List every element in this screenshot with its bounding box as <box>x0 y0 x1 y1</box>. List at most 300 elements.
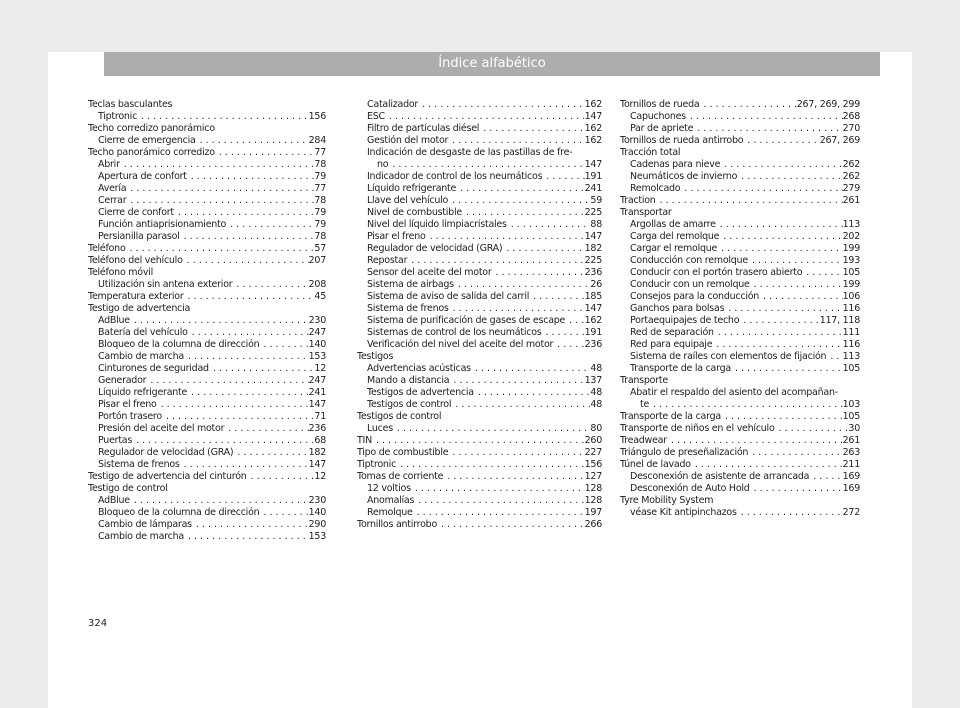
entry-page-ref: 199 <box>842 243 860 254</box>
index-entry <box>620 339 860 351</box>
entry-term: Capuchones <box>630 111 686 122</box>
dot-leader <box>719 231 842 243</box>
index-entry <box>620 243 860 255</box>
entry-page-ref: 57 <box>314 243 326 254</box>
index-entry <box>620 231 860 243</box>
index-entry <box>88 291 326 303</box>
entry-page-ref: 140 <box>308 339 326 350</box>
entry-term: Cambio de lámparas <box>98 519 192 530</box>
entry-term: Indicador de control de los neumáticos <box>367 171 543 182</box>
entry-term: Abrir <box>98 159 120 170</box>
entry-page-ref: 211 <box>842 459 860 470</box>
index-entry <box>88 363 326 375</box>
entry-page-ref: 284 <box>308 135 326 146</box>
dot-leader <box>192 519 309 531</box>
dot-leader <box>126 243 315 255</box>
index-entry <box>357 315 602 327</box>
index-entry <box>620 183 860 195</box>
entry-term: Tiptronic <box>357 459 397 470</box>
index-entry <box>88 399 326 411</box>
index-heading <box>88 483 326 495</box>
entry-term: Llave del vehículo <box>367 195 449 206</box>
entry-term: Tomas de corriente <box>357 471 444 482</box>
index-entry <box>88 423 326 435</box>
dot-leader <box>541 327 584 339</box>
dot-leader <box>413 507 585 519</box>
index-entry <box>620 363 860 375</box>
index-column-1 <box>88 99 326 543</box>
dot-leader <box>656 195 843 207</box>
index-entry <box>357 291 602 303</box>
dot-leader <box>802 267 842 279</box>
entry-page-ref: 225 <box>584 207 602 218</box>
dot-leader <box>259 339 308 351</box>
dot-leader <box>120 159 315 171</box>
dot-leader <box>232 279 308 291</box>
entry-term: Función antiaprisionamiento <box>98 219 227 230</box>
entry-term: Sistema de purificación de gases de escape <box>367 315 566 326</box>
entry-term: AdBlue <box>98 315 130 326</box>
entry-page-ref: 140 <box>308 507 326 518</box>
entry-term: Sistema de frenos <box>367 303 449 314</box>
dot-leader <box>443 471 584 483</box>
entry-term: Nivel de combustible <box>367 207 462 218</box>
entry-term: Tiptronic <box>98 111 138 122</box>
entry-term: Pisar el freno <box>367 231 426 242</box>
dot-leader <box>187 387 309 399</box>
dot-leader <box>196 135 309 147</box>
entry-term: Túnel de lavado <box>620 459 691 470</box>
index-heading <box>620 375 860 387</box>
entry-term: Tyre Mobility System <box>620 495 714 506</box>
entry-term: Transporte <box>620 375 668 386</box>
dot-leader <box>479 123 584 135</box>
index-entry <box>357 399 602 411</box>
index-entry <box>620 159 860 171</box>
dot-leader <box>418 99 585 111</box>
entry-term: Cierre de emergencia <box>98 135 196 146</box>
entry-page-ref: 117, 118 <box>819 315 860 326</box>
index-entry <box>88 387 326 399</box>
index-entry <box>620 507 860 519</box>
entry-page-ref: 79 <box>314 207 326 218</box>
index-entry <box>357 255 602 267</box>
entry-page-ref: 262 <box>842 159 860 170</box>
entry-term: Regulador de velocidad (GRA) <box>367 243 503 254</box>
index-entry <box>357 423 602 435</box>
entry-term: 12 voltios <box>367 483 411 494</box>
dot-leader <box>737 507 843 519</box>
dot-leader <box>456 183 585 195</box>
index-heading <box>88 303 326 315</box>
entry-page-ref: 147 <box>308 459 326 470</box>
entry-page-ref: 59 <box>590 195 602 206</box>
entry-term: Transporte de la carga <box>630 363 731 374</box>
entry-term: Generador <box>98 375 147 386</box>
entry-page-ref: 236 <box>308 423 326 434</box>
index-entry <box>357 507 602 519</box>
entry-page-ref: 267, 269 <box>819 135 860 146</box>
index-page <box>48 52 912 708</box>
dot-leader <box>691 459 843 471</box>
index-entry <box>620 315 860 327</box>
entry-term: Portaequipajes de techo <box>630 315 740 326</box>
index-entry <box>357 339 602 351</box>
entry-term: Desconexión de Auto Hold <box>630 483 750 494</box>
entry-page-ref: 236 <box>584 339 602 350</box>
entry-term: Mando a distancia <box>367 375 450 386</box>
entry-page-ref: 241 <box>308 387 326 398</box>
dot-leader <box>720 159 842 171</box>
entry-term: Teléfono del vehículo <box>88 255 183 266</box>
index-entry <box>88 171 326 183</box>
index-entry <box>620 327 860 339</box>
index-entry <box>620 171 860 183</box>
index-entry <box>357 459 602 471</box>
index-entry <box>620 111 860 123</box>
index-entry <box>620 255 860 267</box>
index-entry <box>88 243 326 255</box>
entry-page-ref: 147 <box>584 303 602 314</box>
index-entry <box>357 219 602 231</box>
dot-leader <box>209 363 315 375</box>
index-entry <box>620 351 860 363</box>
entry-term: Catalizador <box>367 99 419 110</box>
index-entry <box>357 123 602 135</box>
dot-leader <box>739 315 819 327</box>
entry-page-ref: 156 <box>308 111 326 122</box>
entry-term: Testigos de control <box>357 411 442 422</box>
entry-term: Remolque <box>367 507 413 518</box>
index-entry <box>88 183 326 195</box>
dot-leader <box>451 399 590 411</box>
entry-term: Luces <box>367 423 393 434</box>
entry-term: Consejos para la conducción <box>630 291 760 302</box>
entry-page-ref: 241 <box>584 183 602 194</box>
index-heading <box>357 147 602 159</box>
entry-term: Sistemas de control de los neumáticos <box>367 327 542 338</box>
dot-leader <box>183 255 309 267</box>
index-entry <box>88 531 326 543</box>
entry-page-ref: 268 <box>842 111 860 122</box>
index-heading <box>357 411 602 423</box>
entry-term: Testigo de advertencia <box>88 303 191 314</box>
entry-page-ref: 182 <box>584 243 602 254</box>
index-entry <box>357 159 602 171</box>
entry-page-ref: 113 <box>842 219 860 230</box>
index-entry <box>357 435 602 447</box>
index-heading <box>88 267 326 279</box>
dot-leader <box>130 315 309 327</box>
entry-term: Bloqueo de la columna de dirección <box>98 507 260 518</box>
entry-term: Verificación del nivel del aceite del motor <box>367 339 554 350</box>
entry-term: Sistema de aviso de salida del carril <box>367 291 530 302</box>
dot-leader <box>448 135 584 147</box>
index-entry <box>620 423 860 435</box>
entry-page-ref: 128 <box>584 483 602 494</box>
entry-page-ref: 260 <box>584 435 602 446</box>
entry-page-ref: 26 <box>590 279 602 290</box>
dot-leader <box>411 483 585 495</box>
dot-leader <box>759 291 843 303</box>
entry-page-ref: 207 <box>308 255 326 266</box>
dot-leader <box>693 123 842 135</box>
index-heading <box>620 387 860 399</box>
entry-page-ref: 225 <box>584 255 602 266</box>
dot-leader <box>157 399 309 411</box>
index-entry <box>88 411 326 423</box>
entry-term: Filtro de partículas diésel <box>367 123 480 134</box>
index-entry <box>357 387 602 399</box>
entry-page-ref: 68 <box>314 435 326 446</box>
index-heading <box>88 123 326 135</box>
entry-page-ref: 71 <box>314 411 326 422</box>
entry-term: Batería del vehículo <box>98 327 188 338</box>
entry-term: AdBlue <box>98 495 130 506</box>
entry-page-ref: 279 <box>842 183 860 194</box>
index-entry <box>357 327 602 339</box>
dot-leader <box>724 303 842 315</box>
entry-term: Repostar <box>367 255 408 266</box>
index-entry <box>620 279 860 291</box>
entry-page-ref: 267, 269, 299 <box>796 99 860 110</box>
dot-leader <box>126 195 314 207</box>
entry-term: Portón trasero <box>98 411 162 422</box>
dot-leader <box>385 111 585 123</box>
dot-leader <box>731 363 843 375</box>
entry-page-ref: 202 <box>842 231 860 242</box>
entry-page-ref: 127 <box>584 471 602 482</box>
dot-leader <box>126 183 314 195</box>
entry-page-ref: 116 <box>842 339 860 350</box>
entry-term: Tornillos antirrobo <box>357 519 438 530</box>
entry-page-ref: 262 <box>842 171 860 182</box>
entry-page-ref: 230 <box>308 315 326 326</box>
entry-page-ref: 263 <box>842 447 860 458</box>
dot-leader <box>184 291 315 303</box>
dot-leader <box>462 207 585 219</box>
entry-term: Tornillos de rueda <box>620 99 700 110</box>
entry-page-ref: 116 <box>842 303 860 314</box>
index-entry <box>357 111 602 123</box>
dot-leader <box>712 339 842 351</box>
entry-page-ref: 208 <box>308 279 326 290</box>
entry-page-ref: 199 <box>842 279 860 290</box>
dot-leader <box>667 435 843 447</box>
entry-term: Tipo de combustible <box>357 447 449 458</box>
entry-term: Testigo de control <box>88 483 168 494</box>
dot-leader <box>396 459 585 471</box>
index-heading <box>88 99 326 111</box>
dot-leader <box>414 495 584 507</box>
entry-term: Sensor del aceite del motor <box>367 267 492 278</box>
entry-page-ref: 153 <box>308 351 326 362</box>
dot-leader <box>750 279 843 291</box>
entry-page-ref: 169 <box>842 483 860 494</box>
entry-term: Puertas <box>98 435 133 446</box>
dot-leader <box>714 327 843 339</box>
entry-page-ref: 48 <box>590 363 602 374</box>
entry-page-ref: 103 <box>842 399 860 410</box>
entry-term: Gestión del motor <box>367 135 449 146</box>
index-entry <box>88 435 326 447</box>
dot-leader <box>448 195 590 207</box>
dot-leader <box>686 111 843 123</box>
entry-term: Neumáticos de invierno <box>630 171 738 182</box>
entry-page-ref: 169 <box>842 471 860 482</box>
index-heading <box>620 207 860 219</box>
index-entry <box>88 375 326 387</box>
dot-leader <box>393 423 590 435</box>
dot-leader <box>132 435 314 447</box>
page-number: 324 <box>88 618 108 629</box>
entry-term: Par de apriete <box>630 123 694 134</box>
entry-term: Transportar <box>620 207 672 218</box>
entry-term: véase Kit antipinchazos <box>630 507 737 518</box>
dot-leader <box>448 447 584 459</box>
entry-page-ref: 45 <box>314 291 326 302</box>
index-entry <box>88 495 326 507</box>
entry-page-ref: 147 <box>584 231 602 242</box>
entry-term: Regulador de velocidad (GRA) <box>98 447 234 458</box>
entry-term: Líquido refrigerante <box>98 387 188 398</box>
entry-term: Red para equipaje <box>630 339 713 350</box>
index-entry <box>357 303 602 315</box>
entry-page-ref: 137 <box>584 375 602 386</box>
entry-term: Ganchos para bolsas <box>630 303 725 314</box>
dot-leader <box>180 231 315 243</box>
entry-term: Conducir con un remolque <box>630 279 750 290</box>
index-entry <box>88 135 326 147</box>
entry-term: Bloqueo de la columna de dirección <box>98 339 260 350</box>
dot-leader <box>775 423 849 435</box>
entry-term: TIN <box>357 435 372 446</box>
entry-page-ref: 193 <box>842 255 860 266</box>
entry-term: Tornillos de rueda antirrobo <box>620 135 744 146</box>
entry-page-ref: 79 <box>314 171 326 182</box>
entry-page-ref: 182 <box>308 447 326 458</box>
dot-leader <box>716 219 843 231</box>
entry-page-ref: 247 <box>308 327 326 338</box>
entry-term: Testigos de control <box>367 399 452 410</box>
index-entry <box>357 243 602 255</box>
entry-term: Argollas de amarre <box>630 219 716 230</box>
entry-term: ESC <box>367 111 385 122</box>
entry-page-ref: 147 <box>584 159 602 170</box>
entry-page-ref: 230 <box>308 495 326 506</box>
dot-leader <box>224 423 308 435</box>
dot-leader <box>680 183 842 195</box>
dot-leader <box>454 279 591 291</box>
index-entry <box>357 495 602 507</box>
entry-term: Red de separación <box>630 327 714 338</box>
dot-leader <box>226 219 314 231</box>
index-entry <box>620 447 860 459</box>
index-entry <box>88 195 326 207</box>
entry-page-ref: 162 <box>584 123 602 134</box>
index-entry <box>357 267 602 279</box>
entry-page-ref: 162 <box>584 99 602 110</box>
index-entry <box>88 507 326 519</box>
dot-leader <box>737 171 842 183</box>
index-entry <box>88 255 326 267</box>
entry-page-ref: 77 <box>314 183 326 194</box>
entry-page-ref: 78 <box>314 195 326 206</box>
dot-leader <box>809 471 842 483</box>
entry-page-ref: 290 <box>308 519 326 530</box>
dot-leader <box>449 375 584 387</box>
entry-page-ref: 48 <box>590 387 602 398</box>
index-entry <box>357 375 602 387</box>
entry-page-ref: 105 <box>842 267 860 278</box>
index-entry <box>357 471 602 483</box>
entry-page-ref: 78 <box>314 159 326 170</box>
entry-page-ref: 261 <box>842 435 860 446</box>
index-entry <box>620 291 860 303</box>
entry-page-ref: 30 <box>848 423 860 434</box>
index-entry <box>620 399 860 411</box>
entry-term: Temperatura exterior <box>88 291 184 302</box>
entry-term: Tracción total <box>620 147 681 158</box>
index-column-3 <box>620 99 860 519</box>
index-entry <box>357 207 602 219</box>
index-entry <box>620 123 860 135</box>
index-entry <box>88 147 326 159</box>
entry-page-ref: 113 <box>842 351 860 362</box>
entry-term: Anomalías <box>367 495 415 506</box>
index-column-2 <box>357 99 602 531</box>
index-heading <box>357 351 602 363</box>
dot-leader <box>407 255 584 267</box>
entry-term: Cargar el remolque <box>630 243 718 254</box>
dot-leader <box>184 351 309 363</box>
dot-leader <box>188 327 309 339</box>
index-entry <box>88 279 326 291</box>
index-entry <box>88 471 326 483</box>
entry-page-ref: 147 <box>584 111 602 122</box>
dot-leader <box>474 387 591 399</box>
entry-term: Apertura de confort <box>98 171 187 182</box>
index-entry <box>357 183 602 195</box>
entry-term: Techo corredizo panorámico <box>88 123 215 134</box>
entry-page-ref: 191 <box>584 327 602 338</box>
entry-term: Transporte de niños en el vehículo <box>620 423 775 434</box>
dot-leader <box>233 447 308 459</box>
entry-page-ref: 266 <box>584 519 602 530</box>
index-entry <box>620 459 860 471</box>
entry-term: Traction <box>620 195 656 206</box>
entry-term: Nivel del líquido limpiacristales <box>367 219 507 230</box>
dot-leader <box>146 375 308 387</box>
dot-leader <box>492 267 585 279</box>
entry-page-ref: 105 <box>842 363 860 374</box>
index-entry <box>88 231 326 243</box>
index-entry <box>357 99 602 111</box>
entry-term: Teclas basculantes <box>88 99 173 110</box>
index-entry <box>88 459 326 471</box>
entry-term: Carga del remolque <box>630 231 720 242</box>
entry-term: Pisar el freno <box>98 399 157 410</box>
entry-term: Advertencias acústicas <box>367 363 471 374</box>
index-entry <box>88 519 326 531</box>
dot-leader <box>180 459 309 471</box>
dot-leader <box>502 243 584 255</box>
entry-term: Remolcado <box>630 183 681 194</box>
entry-page-ref: 236 <box>584 267 602 278</box>
entry-term: Cinturones de seguridad <box>98 363 209 374</box>
index-entry <box>620 411 860 423</box>
index-entry <box>357 135 602 147</box>
